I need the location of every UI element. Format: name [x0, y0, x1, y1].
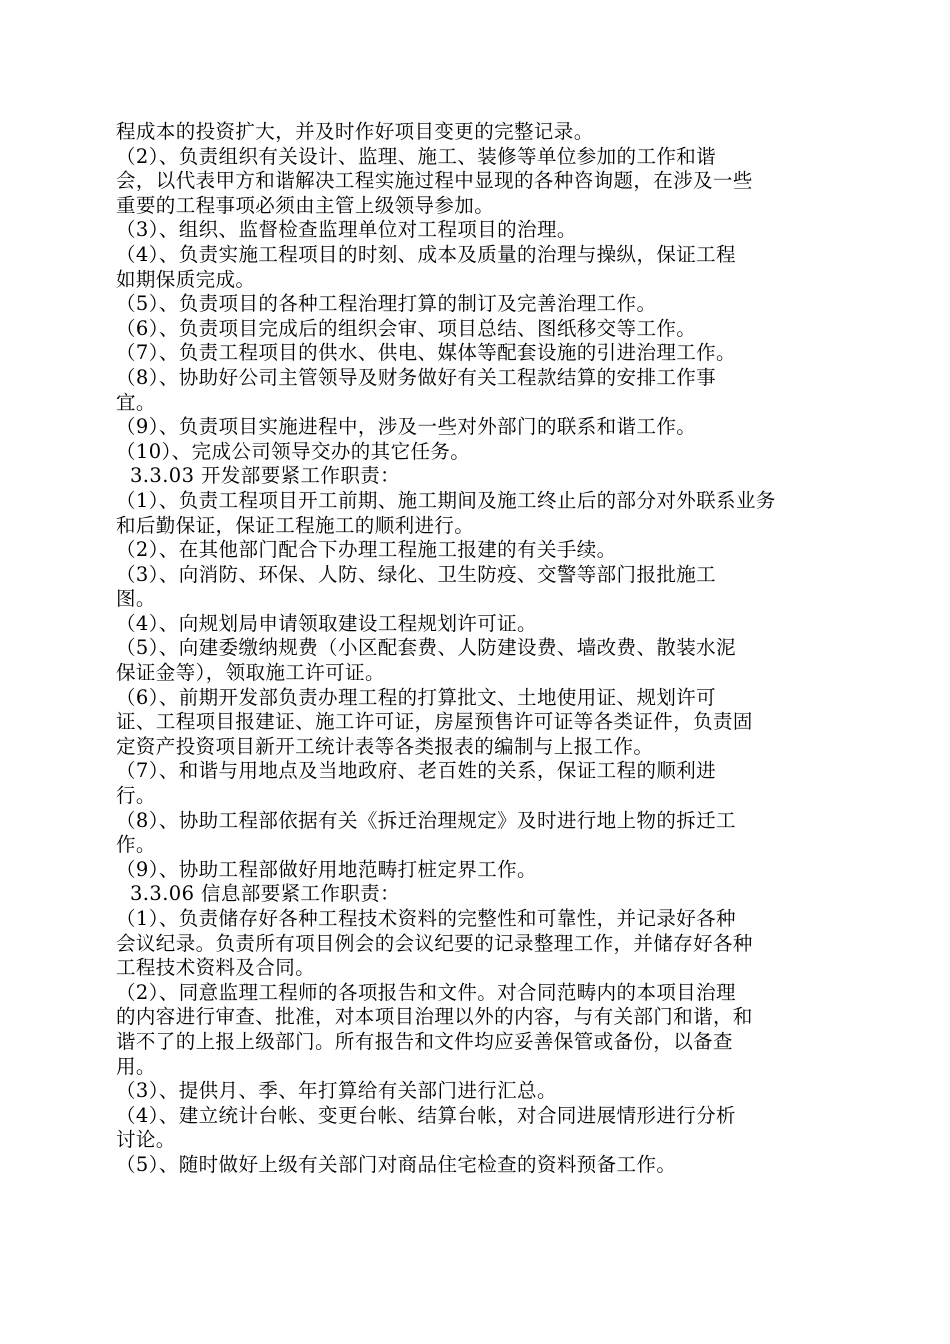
- text-line: 程成本的投资扩大，并及时作好项目变更的完整记录。: [116, 120, 594, 143]
- text-line: （6）、前期开发部负责办理工程的打算批文、土地使用证、规划许可: [116, 685, 717, 709]
- text-line: （4）、建立统计台帐、变更台帐、结算台帐，对合同进展情形进行分析: [116, 1103, 736, 1127]
- text-line: （3）、向消防、环保、人防、绿化、卫生防疫、交警等部门报批施工: [116, 562, 717, 586]
- text-line: （9）、协助工程部做好用地范畴打桩定界工作。: [116, 857, 537, 881]
- text-line: 行。: [116, 784, 156, 808]
- text-line: 谐不了的上报上级部门。所有报告和文件均应妥善保管或备份，以备查: [116, 1029, 733, 1053]
- text-line: （5）、负责项目的各种工程治理打算的制订及完善治理工作。: [116, 292, 657, 316]
- text-line: 会，以代表甲方和谐解决工程实施过程中显现的各种咨询题，在涉及一些: [116, 169, 753, 193]
- text-line: （4）、负责实施工程项目的时刻、成本及质量的治理与操纵，保证工程: [116, 242, 736, 266]
- text-line: 作。: [116, 833, 156, 857]
- text-line: （5）、随时做好上级有关部门对商品住宅检查的资料预备工作。: [116, 1152, 677, 1176]
- text-line: （2）、负责组织有关设计、监理、施工、装修等单位参加的工作和谐: [116, 144, 717, 168]
- text-line: 图。: [116, 587, 156, 611]
- text-line: 重要的工程事项必须由主管上级领导参加。: [116, 193, 495, 217]
- text-line: 宜。: [116, 390, 156, 414]
- text-line: （8）、协助好公司主管领导及财务做好有关工程款结算的安排工作事: [116, 365, 717, 389]
- text-line: （2）、在其他部门配合下办理工程施工报建的有关手续。: [116, 538, 617, 562]
- text-line: （4）、向规划局申请领取建设工程规划许可证。: [116, 611, 537, 635]
- text-line: （2）、同意监理工程师的各项报告和文件。对合同范畴内的本项目治理: [116, 980, 736, 1004]
- text-line: 讨论。: [116, 1128, 176, 1152]
- text-line: 工程技术资料及合同。: [116, 956, 316, 980]
- text-line: （1）、负责储存好各种工程技术资料的完整性和可靠性，并记录好各种: [116, 907, 736, 930]
- text-line: 的内容进行审查、批准，对本项目治理以外的内容，与有关部门和谐，和: [116, 1005, 753, 1029]
- text-line: （6）、负责项目完成后的组织会审、项目总结、图纸移交等工作。: [116, 316, 697, 340]
- text-line: （3）、提供月、季、年打算给有关部门进行汇总。: [116, 1079, 557, 1103]
- text-line: （8）、协助工程部依据有关《拆迁治理规定》及时进行地上物的拆迁工: [116, 808, 736, 832]
- text-line: （10）、完成公司领导交办的其它任务。: [116, 439, 471, 463]
- text-line: 和后勤保证，保证工程施工的顺利进行。: [116, 513, 475, 537]
- text-line: 证、工程项目报建证、施工许可证，房屋预售许可证等各类证件，负责固: [116, 710, 753, 734]
- text-line: （5）、向建委缴纳规费（小区配套费、人防建设费、墙改费、散装水泥: [116, 636, 736, 660]
- text-line: 保证金等），领取施工许可证。: [116, 661, 385, 685]
- text-line: 如期保质完成。: [116, 267, 256, 291]
- text-line: 用。: [116, 1054, 156, 1078]
- text-line: （9）、负责项目实施进程中，涉及一些对外部门的联系和谐工作。: [116, 415, 697, 439]
- document-body: [116, 120, 840, 1178]
- text-line: （1）、负责工程项目开工前期、施工期间及施工终止后的部分对外联系业务: [116, 488, 776, 512]
- text-line: （3）、组织、监督检查监理单位对工程项目的治理。: [116, 218, 577, 242]
- text-line: （7）、负责工程项目的供水、供电、媒体等配套设施的引进治理工作。: [116, 341, 736, 365]
- text-line: 会议纪录。负责所有项目例会的会议纪要的记录整理工作，并储存好各种: [116, 931, 753, 955]
- section-heading: 3.3.06 信息部要紧工作职责：: [130, 882, 401, 906]
- text-line: 定资产投资项目新开工统计表等各类报表的编制与上报工作。: [116, 734, 654, 758]
- text-line: （7）、和谐与用地点及当地政府、老百姓的关系，保证工程的顺利进: [116, 759, 717, 783]
- section-heading: 3.3.03 开发部要紧工作职责：: [130, 464, 401, 488]
